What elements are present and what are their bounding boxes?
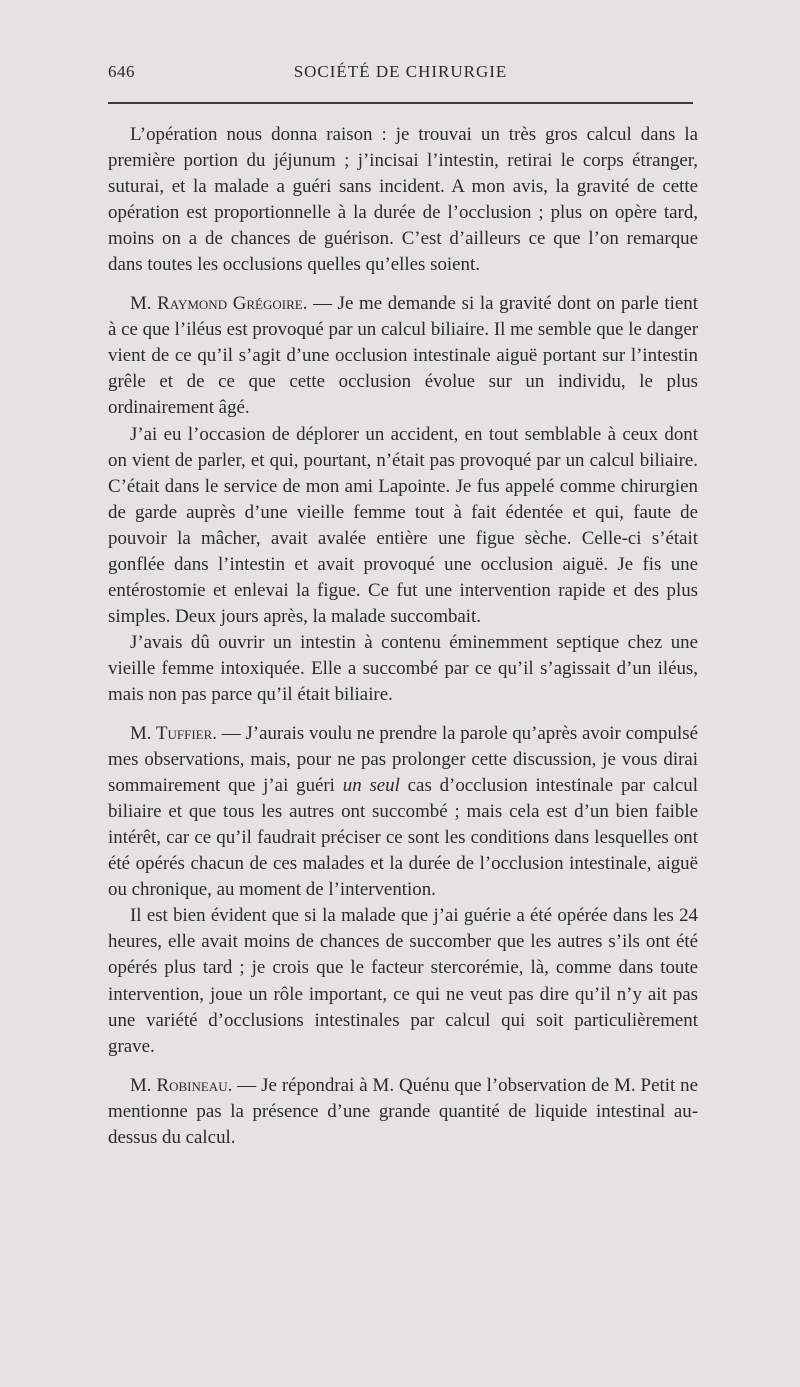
page-number: 646 [108,62,135,81]
paragraph-text: J’avais dû ouvrir un intestin à contenu éminemment septique chez une vieille femme intoxiquée. Elle a succombé par ce qu’il s’agissait d’un iléus, mais non pas parce qu’il était biliaire. [108,631,698,705]
speaker-name: M. Tuffier. [130,723,218,745]
page-body [108,122,698,1151]
paragraph [108,122,698,278]
header-rule [108,102,693,104]
paragraph-text: cas d’occlusion intestinale par calcul biliaire et que tous les autres ont succombé ; mais cela est d’un bien faible intérêt, car ce qu’il faudrait préciser ce sont les conditions dans lesquelles ont été opérés chacun de ces malades et la durée de l’occlusion intestinale, aiguë ou chronique, au moment de l’intervention. [108,775,698,901]
paragraph [108,630,698,708]
speaker-name: M. Raymond Grégoire. [130,293,308,315]
running-title: SOCIÉTÉ DE CHIRURGIE [293,62,508,81]
paragraph [108,721,698,903]
paragraph-text: — J’aurais voulu ne prendre la parole qu’après avoir compulsé mes observations, mais, pour ne pas prolonger cette discussion, je vous dirai sommairement que j’ai guéri [108,723,699,797]
paragraph [108,903,698,1059]
paragraph [108,291,698,421]
emphasis-text: un seul [342,775,400,797]
speaker-name: M. Robineau. [130,1074,233,1096]
paragraph-text: — Je répondrai à M. Quénu que l’observation de M. Petit ne mentionne pas la présence d’une grande quantité de liquide intestinal au-dessus du calcul. [108,1074,698,1148]
running-header [108,62,693,88]
paragraph-text: Il est bien évident que si la malade que j’ai guérie a été opérée dans les 24 heures, elle avait moins de chances de succomber que les autres s’ils ont été opérés plus tard ; je crois que le facteur stercorémie, là, comme dans toute intervention, joue un rôle important, ce qui ne veut pas dire qu’il n’y ait pas une variété d’occlusions intestinales par calcul qui soit particulièrement grave. [108,905,698,1057]
paragraph [108,422,698,630]
paragraph-text: J’ai eu l’occasion de déplorer un accident, en tout semblable à ceux dont on vient de parler, et qui, pourtant, n’était pas provoqué par un calcul biliaire. C’était dans le service de mon ami Lapointe. Je fus appelé comme chirurgien de garde auprès d’une vieille femme tout à fait édentée et qui, faute de pouvoir la mâcher, avait avalée entière une figue sèche. Celle-ci s’était gonflée dans l’intestin et avait provoqué une occlusion aiguë. Je fis une entérostomie et enlevai la figue. Ce fut une intervention rapide et des plus simples. Deux jours après, la malade succombait. [108,423,698,627]
paragraph-text: — Je me demande si la gravité dont on parle tient à ce que l’iléus est provoqué par un calcul biliaire. Il me semble que le danger vient de ce qu’il s’agit d’une occlusion intestinale aiguë portant sur l’intestin grêle et de ce que cette occlusion évolue sur un individu, le plus ordinairement âgé. [108,293,698,419]
paragraph [108,1073,698,1151]
paragraph-text: L’opération nous donna raison : je trouvai un très gros calcul dans la première portion du jéjunum ; j’incisai l’intestin, retirai le corps étranger, suturai, et la malade a guéri sans incident. A mon avis, la gravité de cette opération est proportionnelle à la durée de l’occlusion ; plus on opère tard, moins on a de chances de guérison. C’est d’ailleurs ce que l’on remarque dans toutes les occlusions quelles qu’elles soient. [108,124,698,276]
